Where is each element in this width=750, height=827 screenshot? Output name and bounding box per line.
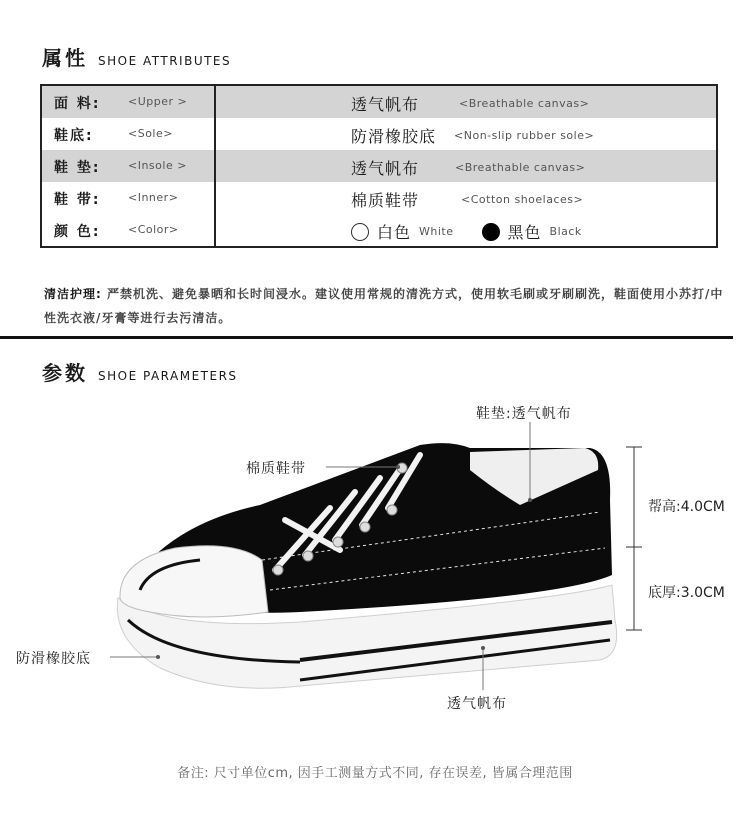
attr-value: 防滑橡胶底	[351, 127, 437, 146]
attributes-table	[40, 84, 718, 248]
attr-value: 透气帆布	[351, 95, 420, 114]
canvas-callout: 透气帆布	[447, 696, 507, 712]
care-label: 清洁护理:	[44, 287, 102, 301]
attr-label: 颜 色:	[54, 224, 101, 240]
attr-row-upper	[41, 85, 717, 118]
black-swatch-icon	[482, 223, 500, 241]
attr-label: 鞋 垫:	[54, 160, 101, 176]
color-name: 黑色	[507, 223, 542, 242]
color-option-black	[482, 220, 582, 243]
color-name: 白色	[377, 223, 412, 242]
attr-value-en: <Breathable canvas>	[455, 161, 586, 174]
attr-label-en: <Inner>	[128, 191, 179, 204]
attr-label-en: <Upper >	[128, 95, 188, 108]
attr-label-en: <Insole >	[128, 159, 187, 172]
care-instructions	[44, 282, 724, 330]
attr-value-en: <Cotton shoelaces>	[461, 193, 584, 206]
attr-value-en: <Non-slip rubber sole>	[454, 129, 595, 142]
attr-row-color	[41, 214, 717, 247]
attributes-title	[42, 42, 231, 71]
section-divider	[0, 336, 733, 339]
attributes-title-zh: 属性	[42, 46, 88, 70]
attr-value: 棉质鞋带	[351, 191, 420, 210]
sole-thickness-label: 底厚:3.0CM	[648, 585, 725, 601]
attr-label: 面 料:	[54, 96, 101, 112]
attr-value-en: <Breathable canvas>	[459, 97, 590, 110]
attr-row-insole	[41, 150, 717, 182]
attributes-title-en: SHOE ATTRIBUTES	[98, 54, 232, 68]
parameters-title-zh: 参数	[42, 361, 88, 385]
upper-height-label: 帮高:4.0CM	[648, 499, 725, 515]
insole-callout: 鞋垫:透气帆布	[476, 406, 572, 422]
sneaker-illustration	[0, 380, 750, 730]
attr-value: 透气帆布	[351, 159, 420, 178]
white-swatch-icon	[351, 223, 369, 241]
care-text: 严禁机洗、避免暴晒和长时间浸水。建议使用常规的清洗方式，使用软毛刷或牙刷刷洗，鞋面使用小苏打/中性洗衣液/牙膏等进行去污清洁。	[44, 287, 724, 325]
attr-row-laces	[41, 182, 717, 214]
attr-label-en: <Sole>	[128, 127, 173, 140]
laces-callout: 棉质鞋带	[246, 461, 306, 477]
color-option-white	[351, 220, 454, 243]
sole-callout: 防滑橡胶底	[16, 651, 91, 667]
color-name-en: Black	[549, 225, 582, 238]
attr-label: 鞋底:	[54, 128, 94, 144]
attr-label-en: <Color>	[128, 223, 179, 236]
attr-label: 鞋 带:	[54, 192, 101, 208]
color-name-en: White	[419, 225, 454, 238]
footnote: 备注: 尺寸单位cm, 因手工测量方式不同, 存在误差, 皆属合理范围	[177, 766, 573, 781]
attr-row-sole	[41, 118, 717, 150]
parameters-title-en: SHOE PARAMETERS	[98, 369, 238, 383]
